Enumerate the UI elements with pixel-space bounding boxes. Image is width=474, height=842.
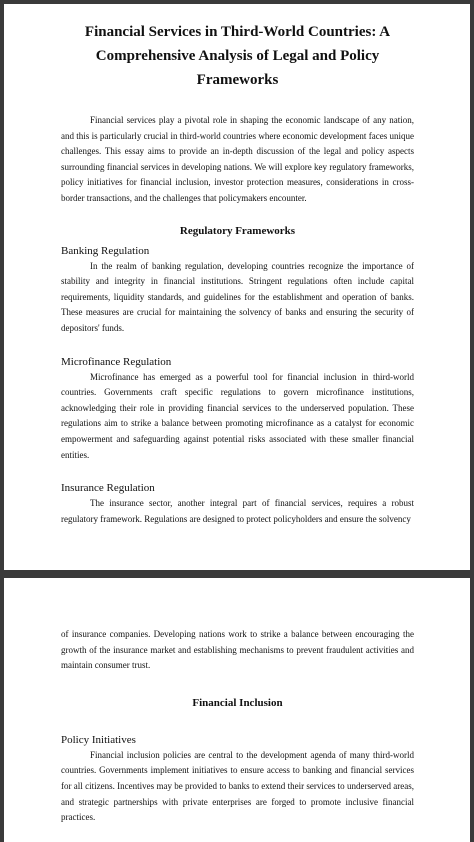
banking-regulation-paragraph: In the realm of banking regulation, developing countries recognize the importance of stability and integrity in financial institutions. Stringent regulations often include capital requirements, liquidity standards, and guidelines for the establishment and operation of banks. These measures are crucial for maintaining the solvency of banks and ensuring the security of depositors' funds. <box>61 260 414 333</box>
document-title <box>61 20 414 92</box>
insurance-regulation-heading: Insurance Regulation <box>61 482 155 495</box>
financial-inclusion-heading: Financial Inclusion <box>192 696 283 709</box>
microfinance-regulation-paragraph: Microfinance has emerged as a powerful tool for financial inclusion in third-world countries. Governments craft specific regulations to govern microfinance institutions, acknowledging their role in providing financial services to the underserved population. These regulations aim to strike a balance between promoting microfinance as a catalyst for economic empowerment and safeguarding against potential risks associated with these smaller financial entities. <box>61 371 414 460</box>
insurance-regulation-paragraph-continued: of insurance companies. Developing nations work to strike a balance between encouraging the growth of the insurance market and establishing mechanisms to prevent fraudulent activities and maintain consumer trust. <box>61 629 414 671</box>
document-page-1 <box>4 4 470 570</box>
insurance-regulation-paragraph-start: The insurance sector, another integral part of financial services, requires a robust regulatory framework. Regulations are designed to protect policyholders and ensure the solvency <box>61 498 414 524</box>
policy-initiatives-heading: Policy Initiatives <box>61 733 136 746</box>
banking-regulation-heading: Banking Regulation <box>61 244 150 257</box>
document-title-line-2: Comprehensive Analysis of Legal and Policy Frameworks <box>95 48 380 88</box>
document-title-line-1: Financial Services in Third-World Countries: A <box>84 24 391 40</box>
policy-initiatives-paragraph: Financial inclusion policies are central to the development agenda of many third-world countries. Governments implement initiatives to ensure access to banking and financial services for all citizens. Incentives may be provided to banks to extend their services to underserved areas, and strategic partnerships with private enterprises are forged to promote inclusive financial practices. <box>61 749 414 823</box>
regulatory-frameworks-heading: Regulatory Frameworks <box>179 224 296 237</box>
document-page-2 <box>4 578 470 842</box>
intro-paragraph: Financial services play a pivotal role in shaping the economic landscape of any nation, and this is particularly crucial in third-world countries where economic development faces unique challenges. This essay aims to provide an in-depth discussion of the legal and policy aspects surrounding financial services in developing nations. We will explore key regulatory frameworks, policy initiatives for financial inclusion, investor protection measures, considerations in cross-border transactions, and the challenges that policymakers encounter. <box>61 115 414 203</box>
microfinance-regulation-heading: Microfinance Regulation <box>61 355 172 368</box>
